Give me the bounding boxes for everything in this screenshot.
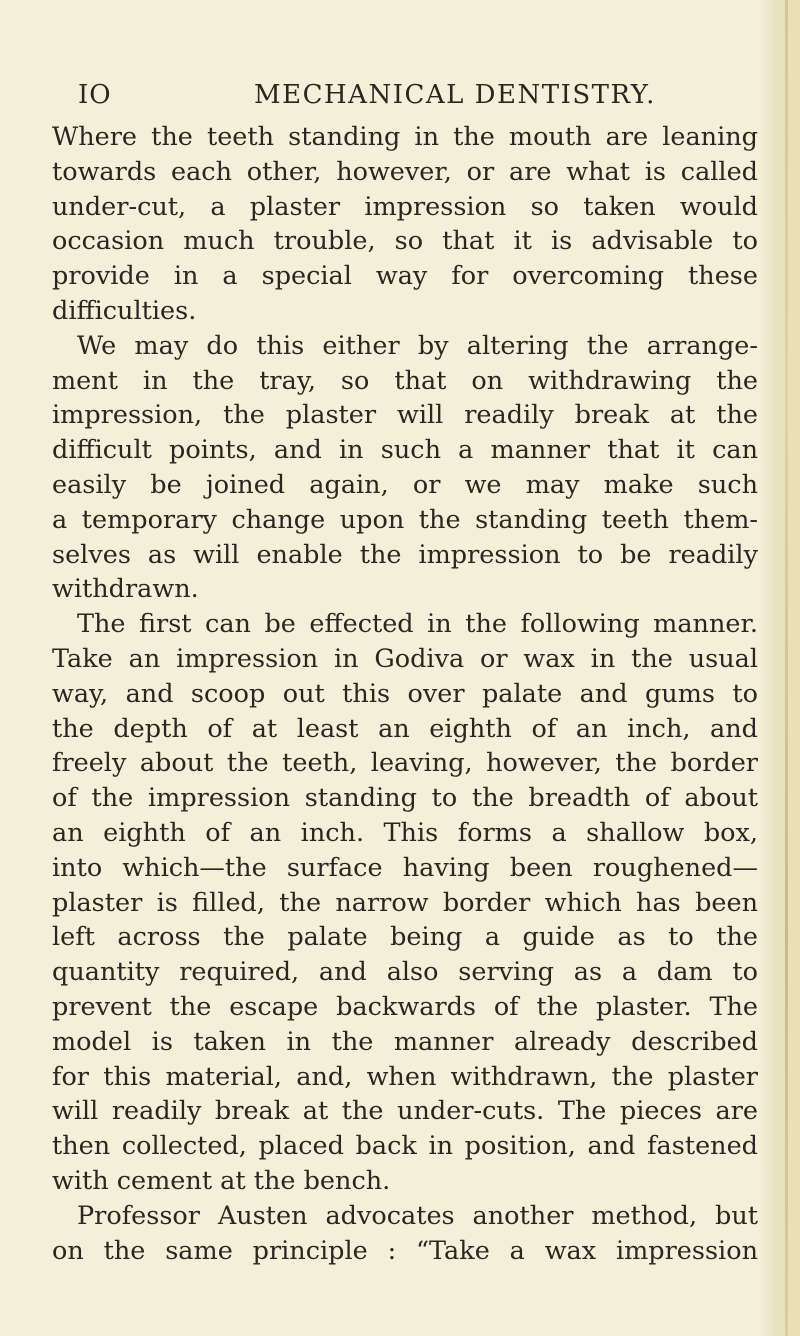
- text-line: difficult points, and in such a manner that it can: [52, 435, 758, 466]
- text-line: way, and scoop out this over palate and gums to: [52, 678, 758, 709]
- text-line: impression, the plaster will readily break at the: [52, 400, 758, 431]
- text-line: freely about the teeth, leaving, however, the border: [52, 748, 758, 779]
- page-fold-line: [785, 0, 788, 1336]
- text-line: towards each other, however, or are what is called: [52, 156, 758, 187]
- text-line: We may do this either by altering the arrange-: [77, 330, 758, 361]
- text-line: will readily break at the under-cuts. The pieces are: [52, 1096, 758, 1127]
- text-line: for this material, and, when withdrawn, the plaster: [52, 1061, 758, 1092]
- text-line: left across the palate being a guide as to the: [52, 922, 758, 953]
- text-line: on the same principle : “Take a wax impression: [52, 1235, 758, 1266]
- page-number: IO: [78, 80, 112, 110]
- body-text: [52, 120, 758, 1268]
- text-line: selves as will enable the impression to be readily: [52, 539, 758, 570]
- text-line: withdrawn.: [52, 574, 199, 605]
- text-line: provide in a special way for overcoming these: [52, 261, 758, 292]
- running-head: [0, 80, 800, 116]
- text-line: under-cut, a plaster impression so taken would: [52, 191, 758, 222]
- text-line: with cement at the bench.: [52, 1165, 391, 1196]
- text-line: into which—the surface having been roughened—: [52, 852, 758, 883]
- text-line: Take an impression in Godiva or wax in the usual: [52, 643, 758, 674]
- text-line: occasion much trouble, so that it is advisable to: [52, 226, 758, 257]
- text-line: The first can be effected in the following manner.: [77, 609, 758, 640]
- text-line: model is taken in the manner already described: [52, 1026, 758, 1057]
- text-line: prevent the escape backwards of the plaster. The: [52, 991, 758, 1022]
- text-line: Where the teeth standing in the mouth are leaning: [52, 122, 758, 152]
- text-line: ment in the tray, so that on withdrawing the: [52, 365, 758, 396]
- text-line: plaster is filled, the narrow border which has been: [52, 887, 758, 918]
- page-edge-shadow: [758, 0, 800, 1336]
- text-line: difficulties.: [52, 295, 197, 326]
- text-line: a temporary change upon the standing teeth them-: [52, 504, 758, 535]
- text-line: easily be joined again, or we may make such: [52, 469, 758, 500]
- text-line: quantity required, and also serving as a dam to: [52, 957, 758, 988]
- text-line: Professor Austen advocates another method, but: [77, 1200, 758, 1231]
- text-line: the depth of at least an eighth of an inch, and: [52, 713, 758, 744]
- running-title: MECHANICAL DENTISTRY.: [254, 80, 656, 110]
- text-line: an eighth of an inch. This forms a shallow box,: [52, 817, 758, 848]
- text-line: then collected, placed back in position, and fastened: [52, 1131, 758, 1162]
- text-line: of the impression standing to the breadth of about: [52, 783, 758, 814]
